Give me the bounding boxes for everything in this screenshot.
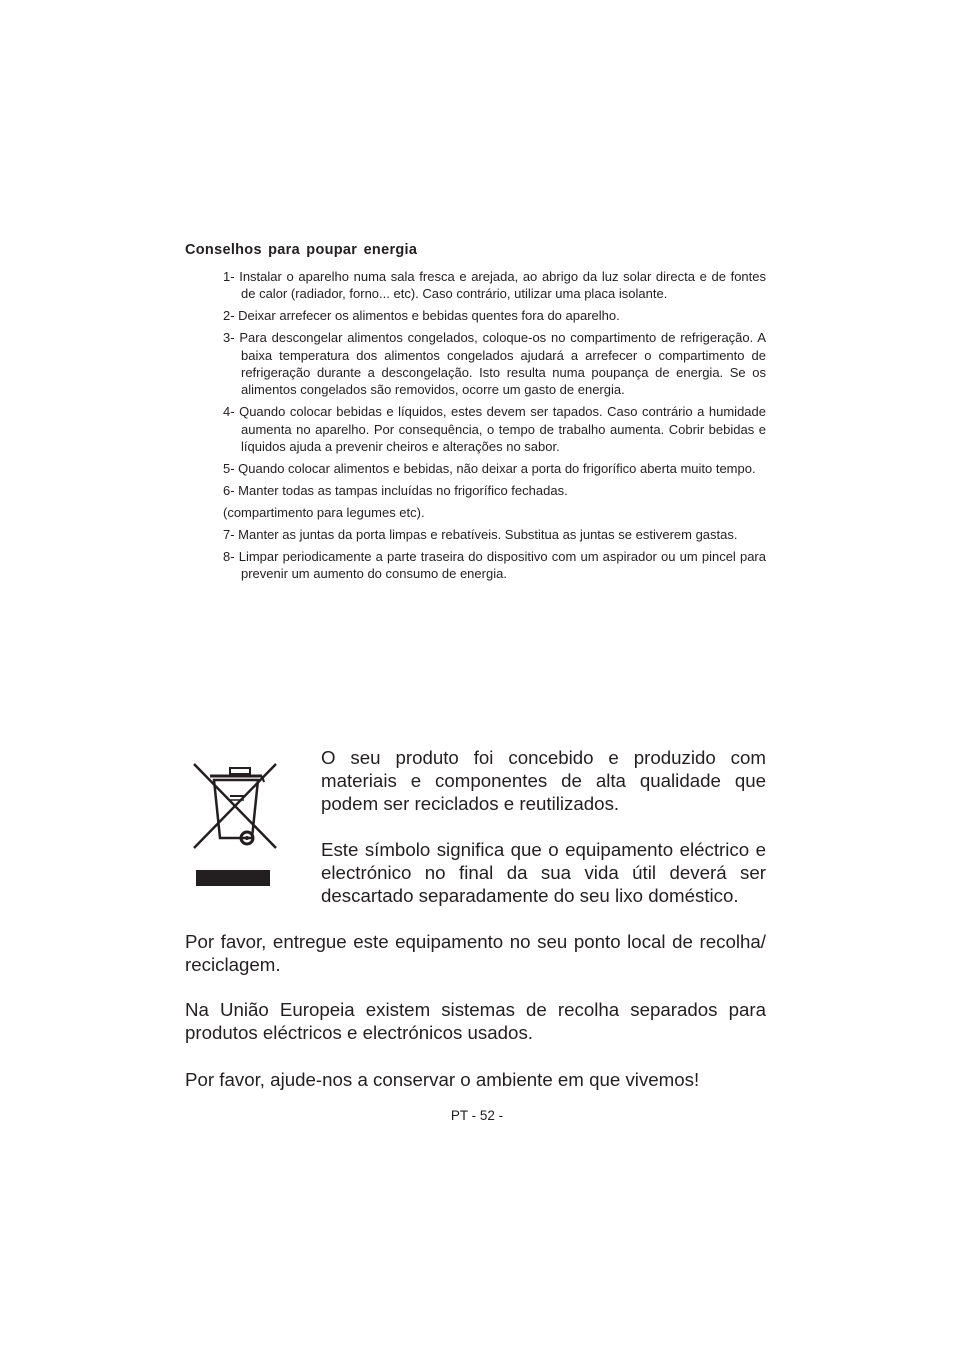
- recycling-intro: O seu produto foi concebido e produzido com materiais e componentes de alta qualidade que podem ser reciclados e reutilizados.: [321, 747, 766, 814]
- tip-item: 3- Para descongelar alimentos congelados, coloque-os no compartimento de refrigeração. A baixa temperatura dos alimentos congelados ajudará a arrefecer o compartimento de refrigeração durante a descongelação. Isto resulta numa poupança de energia. Se os alimentos congelados são removidos, ocorre um gasto de energia.: [223, 330, 766, 398]
- crossed-out-wheelie-bin-icon: [190, 760, 280, 890]
- eu-collection-systems: Na União Europeia existem sistemas de recolha separados para produtos eléctricos e electrónicos usados.: [185, 999, 766, 1043]
- tip-item-note: (compartimento para legumes etc).: [223, 504, 425, 520]
- tip-item: 2- Deixar arrefecer os alimentos e bebidas quentes fora do aparelho.: [223, 308, 620, 324]
- environment-appeal: Por favor, ajude-nos a conservar o ambiente em que vivemos!: [185, 1069, 700, 1090]
- collection-instruction: Por favor, entregue este equipamento no seu ponto local de recolha/ reciclagem.: [185, 931, 766, 975]
- tip-item: 6- Manter todas as tampas incluídas no frigorífico fechadas.: [223, 482, 568, 498]
- page-number: PT - 52 -: [450, 1108, 504, 1123]
- tip-item: 7- Manter as juntas da porta limpas e rebatíveis. Substitua as juntas se estiverem gastas.: [223, 526, 738, 542]
- section-heading: Conselhos para poupar energia: [185, 242, 418, 258]
- tip-item: 5- Quando colocar alimentos e bebidas, não deixar a porta do frigorífico aberta muito tempo.: [223, 461, 756, 477]
- tip-item: 1- Instalar o aparelho numa sala fresca e arejada, ao abrigo da luz solar directa e de fontes de calor (radiador, forno... etc). Caso contrário, utilizar uma placa isolante.: [223, 269, 766, 302]
- energy-tips-list: [223, 268, 766, 587]
- tip-item: 4- Quando colocar bebidas e líquidos, estes devem ser tapados. Caso contrário a humidade aumenta no aparelho. Por consequência, o tempo de trabalho aumenta. Cobrir bebidas e líquidos ajuda a prevenir cheiros e alterações no sabor.: [223, 404, 766, 455]
- tip-item: 8- Limpar periodicamente a parte traseira do dispositivo com um aspirador ou um pincel para prevenir um aumento do consumo de energia.: [223, 548, 766, 582]
- symbol-meaning: Este símbolo significa que o equipamento eléctrico e electrónico no final da sua vida útil deverá ser descartado separadamente do seu lixo doméstico.: [321, 839, 766, 906]
